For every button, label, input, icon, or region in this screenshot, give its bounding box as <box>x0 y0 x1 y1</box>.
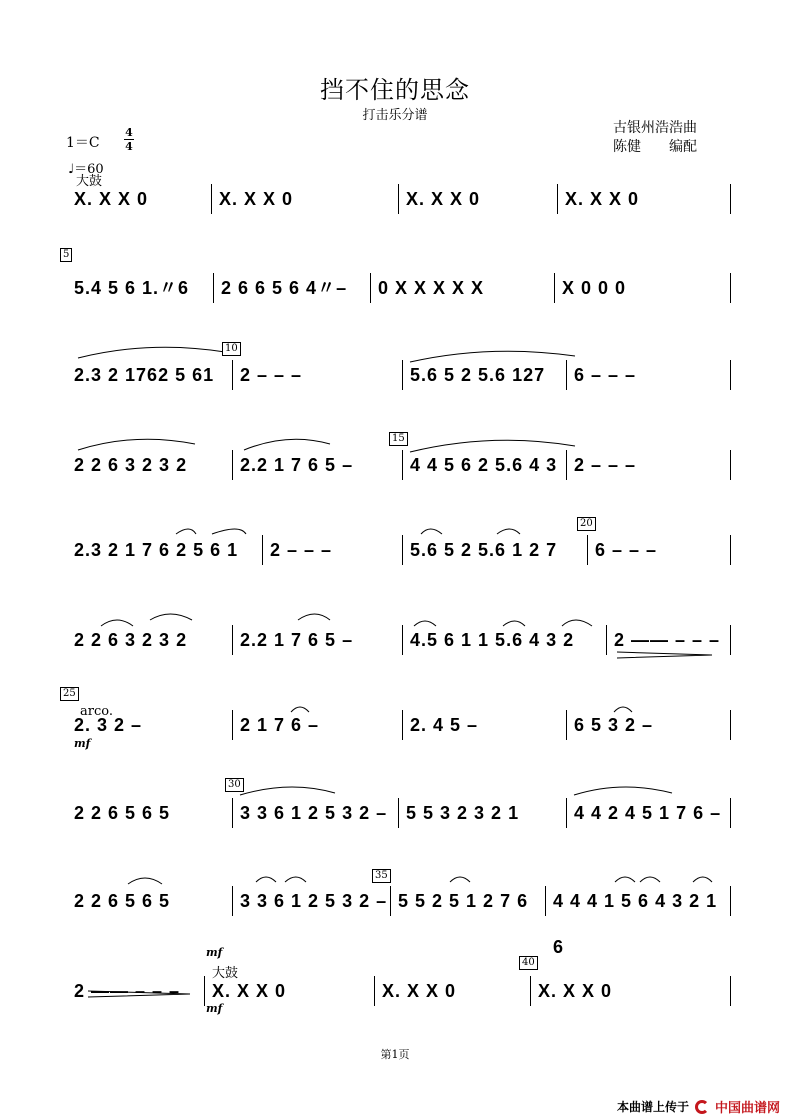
measure: 5 5 3 2 3 2 1 <box>406 803 520 823</box>
barline <box>213 273 214 303</box>
measure: 2 – – – <box>270 540 333 560</box>
instrument-label: 大鼓 <box>212 966 239 981</box>
barline <box>398 798 399 828</box>
barline <box>566 360 567 390</box>
measure: 3 3 6 1 2 5 3 2 – <box>240 803 388 823</box>
barline <box>370 273 371 303</box>
measure: X. X X 0 <box>212 981 287 1001</box>
measure: 5 5 2 5 1 2 7 6 <box>398 891 529 911</box>
system-3 <box>60 352 732 398</box>
measure: 2 2 6 5 6 5 <box>74 891 171 911</box>
dynamic-marking: mf <box>206 946 223 959</box>
instrument-label: 大鼓 <box>76 174 103 189</box>
barline <box>545 886 546 916</box>
measure-number: 30 <box>225 778 244 792</box>
measure: 2 1 7 6 – <box>240 715 320 735</box>
barline-end <box>730 273 731 303</box>
measure: X 0 0 0 <box>562 278 627 298</box>
barline <box>390 886 391 916</box>
barline <box>374 976 375 1006</box>
measure: 3 3 6 1 2 5 3 2 – <box>240 891 388 911</box>
measure-number: 15 <box>389 432 408 446</box>
measure-number: 35 <box>372 869 391 883</box>
barline-end <box>730 184 731 214</box>
tempo-value: ＝60 <box>74 162 104 177</box>
system-4 <box>60 442 732 488</box>
measure: 6 – – – <box>574 365 637 385</box>
measure: 2 2 6 5 6 5 <box>74 803 171 823</box>
measure: 4 4 2 4 5 1 7 6 – <box>574 803 722 823</box>
barline <box>232 798 233 828</box>
quarter-note-icon: ♩ <box>68 162 75 177</box>
measure: 2 —— – – – <box>74 981 181 1001</box>
barline <box>402 450 403 480</box>
barline <box>398 184 399 214</box>
measure: 2 —— – – – <box>614 630 721 650</box>
measure: X. X X 0 <box>565 189 640 209</box>
system-8 <box>60 790 732 836</box>
barline-end <box>730 886 731 916</box>
barline <box>554 273 555 303</box>
site-name[interactable]: 中国曲谱网 <box>714 1101 780 1116</box>
measure-number: 20 <box>577 517 596 531</box>
barline-end <box>730 710 731 740</box>
measure-number: 5 <box>60 248 72 262</box>
measure: 2.2 1 7 6 5 – <box>240 630 354 650</box>
composer-credit: 古银州浩浩曲 <box>613 120 697 136</box>
barline-end <box>730 450 731 480</box>
measure: 2 2 6 3 2 3 2 <box>74 455 188 475</box>
measure-number: 25 <box>60 687 79 701</box>
arranger-credit: 陈健 编配 <box>613 139 697 155</box>
instrument-label: arco. <box>80 704 113 719</box>
measure: 5.6 5 2 5.6 1 2 7 <box>410 540 558 560</box>
measure: X. X X 0 <box>382 981 457 1001</box>
system-2 <box>60 265 732 311</box>
measure: 5.4 5 6 1.〃6 <box>74 278 190 298</box>
system-7 <box>60 702 732 748</box>
barline <box>566 798 567 828</box>
measure: 2. 3 2 – <box>74 715 143 735</box>
measure: 2 2 6 3 2 3 2 <box>74 630 188 650</box>
system-1 <box>60 176 732 222</box>
measure: 4.5 6 1 1 5.6 4 3 2 <box>410 630 575 650</box>
barline <box>566 710 567 740</box>
measure: X. X X 0 <box>74 189 149 209</box>
time-signature-top: 4 <box>125 126 133 139</box>
measure-number: 40 <box>519 956 538 970</box>
barline <box>262 535 263 565</box>
key-signature: 1＝C <box>66 135 100 151</box>
barline <box>232 886 233 916</box>
measure: 2.3 2 1 7 6 2 5 6 1 <box>74 540 239 560</box>
measure: 5.6 5 2 5.6 127 <box>410 365 546 385</box>
barline-end <box>730 535 731 565</box>
measure: 6 – – – <box>595 540 658 560</box>
barline-end <box>730 798 731 828</box>
barline <box>211 184 212 214</box>
upload-credit <box>617 1097 780 1116</box>
measure: 6 5 3 2 – <box>574 715 654 735</box>
barline <box>232 625 233 655</box>
measure: 0 X X X X X <box>378 278 485 298</box>
system-10 <box>60 968 732 1014</box>
measure: 2.2 1 7 6 5 – <box>240 455 354 475</box>
measure: X. X X 0 <box>219 189 294 209</box>
barline <box>557 184 558 214</box>
subtitle: 打击乐分谱 <box>362 108 428 123</box>
measure: X. X X 0 <box>406 189 481 209</box>
dynamic-marking: mf <box>74 737 91 750</box>
measure: 2 6 6 5 6 4〃– <box>221 278 348 298</box>
site-logo-icon <box>695 1100 709 1114</box>
measure-number: 10 <box>222 342 241 356</box>
barline <box>232 360 233 390</box>
measure: 2 – – – <box>240 365 303 385</box>
barline-end <box>730 360 731 390</box>
measure: 2. 4 5 – <box>410 715 479 735</box>
time-signature-bottom: 4 <box>125 140 133 153</box>
title: 挡不住的思念 <box>320 76 470 104</box>
barline <box>587 535 588 565</box>
system-6 <box>60 617 732 663</box>
measure: 4 4 5 6 2 5.6 4 3 <box>410 455 558 475</box>
dynamic-marking: mf <box>206 1002 223 1015</box>
measure: 2.3 2 1762 5 61 <box>74 365 215 385</box>
barline <box>204 976 205 1006</box>
barline <box>606 625 607 655</box>
barline <box>530 976 531 1006</box>
barline-end <box>730 625 731 655</box>
barline <box>232 450 233 480</box>
barline <box>402 360 403 390</box>
system-5 <box>60 527 732 573</box>
measure: 4 4 4 1 5 6 4 3 2 1 6 <box>553 891 718 957</box>
barline <box>232 710 233 740</box>
barline <box>402 625 403 655</box>
barline <box>566 450 567 480</box>
measure: X. X X 0 <box>538 981 613 1001</box>
barline <box>402 710 403 740</box>
barline <box>402 535 403 565</box>
upload-text: 本曲谱上传于 <box>616 1100 689 1114</box>
barline-end <box>730 976 731 1006</box>
page-number: 第1页 <box>380 1048 410 1061</box>
measure: 2 – – – <box>574 455 637 475</box>
